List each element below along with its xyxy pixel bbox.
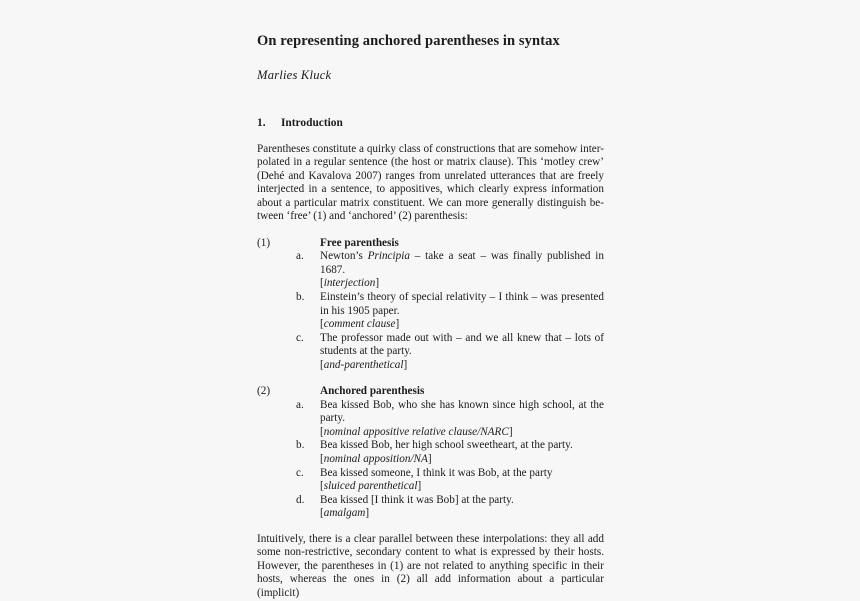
document-content-column: [257, 28, 604, 601]
example-2-item-c: [257, 467, 604, 494]
example-2-item-a: [257, 399, 604, 440]
example-block-1: [257, 237, 604, 372]
gloss-open-bracket: [: [320, 277, 324, 290]
example-2-item-b: [257, 439, 604, 466]
gloss-close-bracket: ]: [417, 480, 422, 493]
gloss-open-bracket: [: [320, 507, 324, 520]
example-2-item-b-text: Bea kissed Bob, her high school sweetheart, at the party.: [320, 439, 573, 452]
example-2-item-a-gloss: [320, 426, 604, 440]
example-2-item-b-gloss-label: nominal apposition/NA: [323, 453, 428, 466]
example-2-item-d: [257, 494, 604, 521]
gloss-open-bracket: [: [320, 480, 324, 493]
gloss-close-bracket: ]: [395, 318, 400, 331]
example-1-item-b-letter: b.: [296, 291, 305, 304]
example-2-item-d-gloss: [320, 507, 604, 521]
section-number: 1.: [257, 116, 266, 129]
example-2-item-b-gloss: [320, 453, 604, 467]
gloss-open-bracket: [: [320, 358, 324, 371]
example-1-title: Free parenthesis: [320, 236, 399, 249]
example-2-item-a-gloss-label: nominal appositive relative clause/NARC: [323, 425, 509, 438]
example-1-item-a-text-italic: Principia: [367, 250, 410, 263]
example-2-item-c-gloss-label: sluiced parenthetical: [323, 480, 418, 493]
intro-paragraph: Parentheses constitute a quirky class of constructions that are somehow inter-polated in a regular sentence (the host or matrix clause). This ‘motley crew’ (Dehé and Kavalova 2007) ranges from unrelated utterances that are freely interjected in a sentence, to appositives, which clearly express information about a particular matrix constituent. We can more generally distinguish be-tween ‘free’ (1) and ‘anchored’ (2) parenthesis:: [257, 142, 604, 223]
example-1-item-a-text: [320, 250, 604, 277]
example-1-item-a-gloss-label: interjection: [323, 277, 376, 290]
example-2-item-d-gloss-label: amalgam: [323, 507, 366, 520]
example-1-item-c-letter: c.: [296, 331, 304, 344]
section-heading-label: Introduction: [281, 116, 343, 129]
example-1-item-b: [257, 291, 604, 332]
gloss-open-bracket: [: [320, 453, 324, 466]
example-block-2: [257, 385, 604, 520]
gloss-close-bracket: ]: [375, 277, 380, 290]
example-2-item-d-letter: d.: [296, 493, 305, 506]
gloss-open-bracket: [: [320, 425, 324, 438]
example-2-header: [257, 385, 604, 399]
example-1-item-b-text: Einstein’s theory of special relativity – I think – was presented in his 1905 paper.: [320, 291, 604, 317]
example-1-item-b-gloss-label: comment clause: [323, 318, 396, 331]
gloss-close-bracket: ]: [365, 507, 370, 520]
author-name: Marlies Kluck: [257, 68, 332, 83]
example-2-number: (2): [257, 385, 271, 398]
example-1-item-c-text: The professor made out with – and we all knew that – lots of students at the party.: [320, 331, 604, 358]
example-1-item-c: [257, 332, 604, 373]
example-1-item-b-gloss: [320, 318, 604, 332]
example-2-item-a-letter: a.: [296, 398, 304, 411]
closing-paragraph: Intuitively, there is a clear parallel between these interpolations: they all add some non-restrictive, secondary content to what is expressed by their hosts. However, the parentheses in (1) are not related to anything specific in their hosts, whereas the ones in (2) all add information about a particular (implicit): [257, 532, 604, 599]
example-1-number: (1): [257, 236, 271, 249]
page-title: On representing anchored parentheses in syntax: [257, 33, 560, 49]
example-1-item-a-letter: a.: [296, 250, 304, 263]
section-heading: [257, 117, 604, 131]
example-1-item-a: [257, 250, 604, 291]
example-2-item-c-gloss: [320, 480, 604, 494]
example-1-item-a-gloss: [320, 277, 604, 291]
gloss-close-bracket: ]: [403, 358, 408, 371]
gloss-open-bracket: [: [320, 318, 324, 331]
example-1-header: [257, 237, 604, 251]
example-2-title: Anchored parenthesis: [320, 385, 425, 398]
example-1-item-a-text-pre: Newton’s: [320, 250, 368, 263]
example-1-item-a-text-post: – take a seat – was finally published in 1687.: [320, 250, 604, 276]
example-1-item-c-gloss-label: and-parenthetical: [323, 358, 404, 371]
example-2-item-c-text: Bea kissed someone, I think it was Bob, at the party: [320, 466, 553, 479]
gloss-close-bracket: ]: [427, 453, 432, 466]
example-2-item-a-text: Bea kissed Bob, who she has known since high school, at the party.: [320, 398, 604, 425]
gloss-close-bracket: ]: [508, 425, 513, 438]
example-2-item-b-letter: b.: [296, 439, 305, 452]
example-2-item-d-text: Bea kissed [I think it was Bob] at the party.: [320, 493, 514, 506]
example-1-item-c-gloss: [320, 359, 604, 373]
example-2-item-c-letter: c.: [296, 466, 304, 479]
